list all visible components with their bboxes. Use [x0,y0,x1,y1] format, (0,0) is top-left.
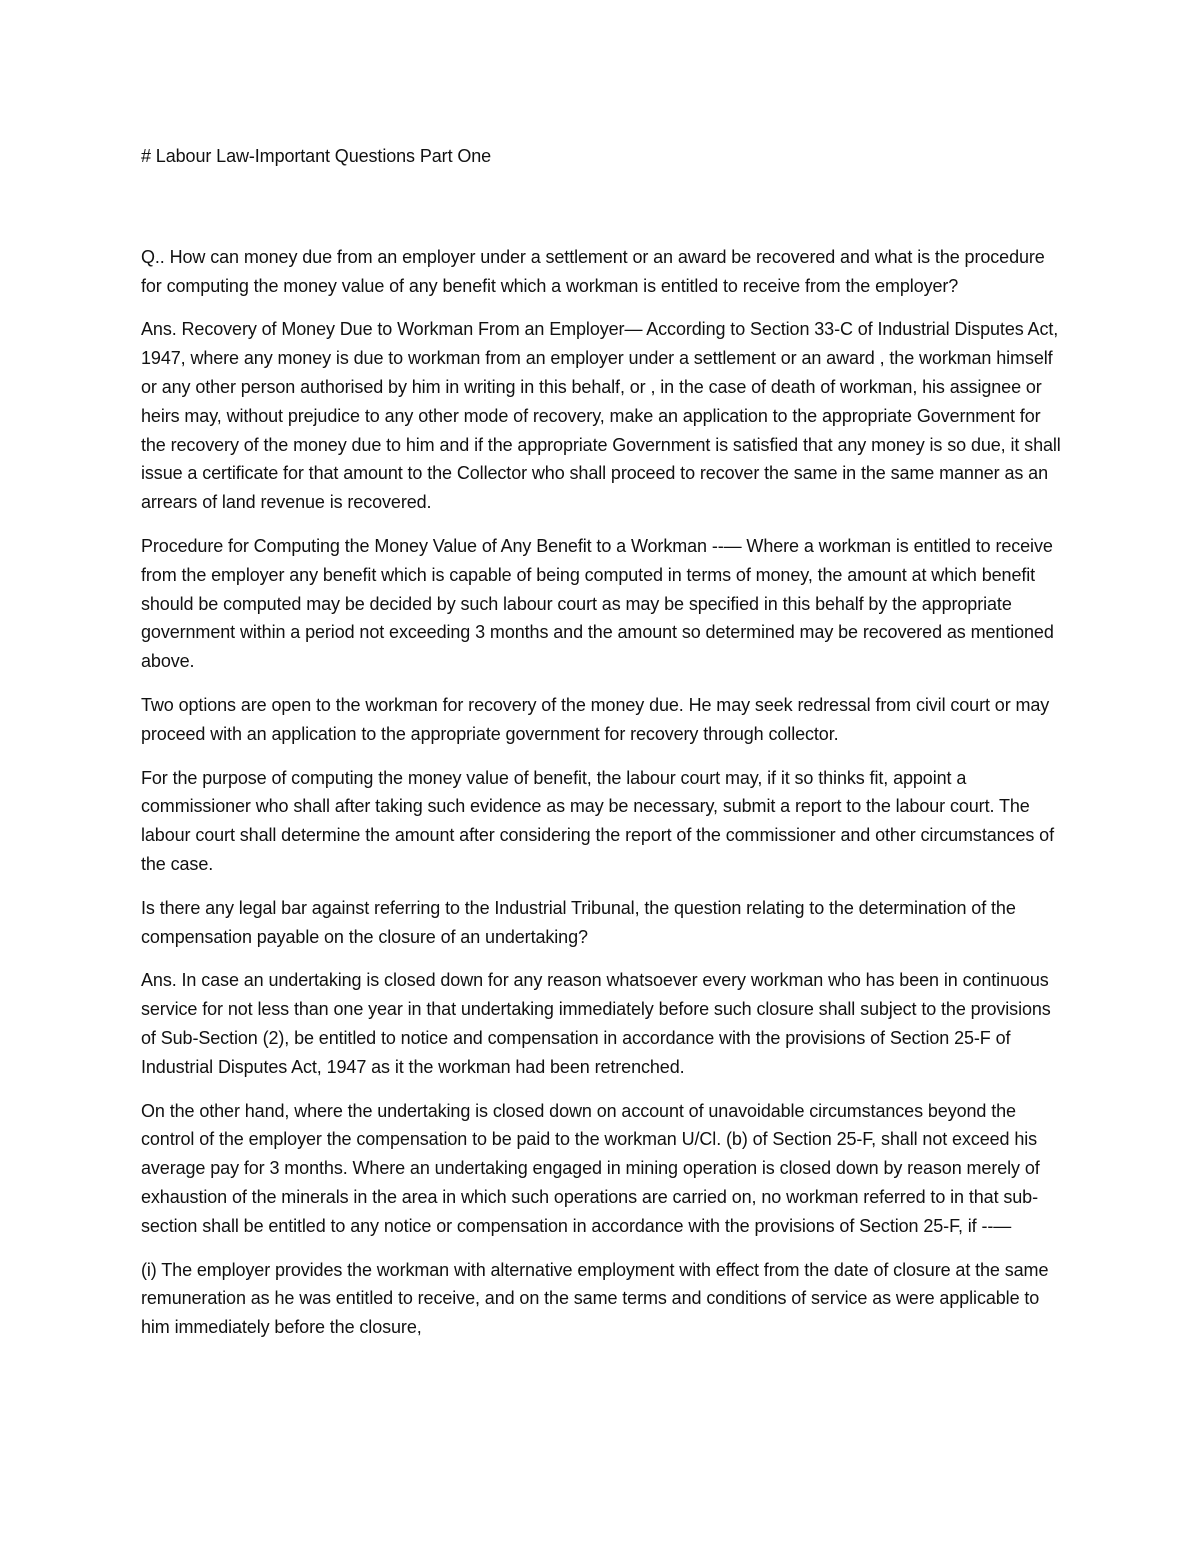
question-paragraph: Q.. How can money due from an employer under a settlement or an award be recovered and what is the procedure for computing the money value of any benefit which a workman is entitled to receive from the employer? [141,246,1045,296]
answer-paragraph: Ans. Recovery of Money Due to Workman From an Employer— According to Section 33-C of Industrial Disputes Act, 1947, where any money is due to workman from an employer under a settlement or an award , the workman himself or any other person authorised by him in writing in this behalf, or , in the case of death of workman, his assignee or heirs may, without prejudice to any other mode of recovery, make an application to the appropriate Government for the recovery of the money due to him and if the appropriate Government is satisfied that any money is so due, it shall issue a certificate for that amount to the Collector who shall proceed to recover the same in the same manner as an arrears of land revenue is recovered. [141,319,1061,513]
options-paragraph: Two options are open to the workman for recovery of the money due. He may seek redressal from civil court or may proceed with an application to the appropriate government for recovery through collector. [141,694,1050,744]
list-item: (i) The employer provides the workman with alternative employment with effect from the date of closure at the same remuneration as he was entitled to receive, and on the same terms and conditions of service as were applicable to him immediately before the closure, [141,1259,1049,1338]
answer-paragraph: Ans. In case an undertaking is closed down for any reason whatsoever every workman who has been in continuous service for not less than one year in that undertaking immediately before such closure shall subject to the provisions of Sub-Section (2), be entitled to notice and compensation in accordance with the provisions of Section 25-F of Industrial Disputes Act, 1947 as it the workman had been retrenched. [141,970,1051,1077]
commissioner-paragraph: For the purpose of computing the money value of benefit, the labour court may, if it so thinks fit, appoint a commissioner who shall after taking such evidence as may be necessary, submit a report to the labour court. The labour court shall determine the amount after considering the report of the commissioner and other circumstances of the case. [141,767,1054,874]
document-title: # Labour Law-Important Questions Part One [141,146,492,166]
document-body [141,142,1066,1357]
closure-paragraph: On the other hand, where the undertaking is closed down on account of unavoidable circumstances beyond the control of the employer the compensation to be paid to the workman U/Cl. (b) of Section 25-F, shall not exceed his average pay for 3 months. Where an undertaking engaged in mining operation is closed down by reason merely of exhaustion of the minerals in the area in which such operations are carried on, no workman referred to in that sub-section shall be entitled to any notice or compensation in accordance with the provisions of Section 25-F, if --— [141,1100,1040,1236]
procedure-paragraph: Procedure for Computing the Money Value of Any Benefit to a Workman --— Where a workman is entitled to receive from the employer any benefit which is capable of being computed in terms of money, the amount at which benefit should be computed may be decided by such labour court as may be specified in this behalf by the appropriate government within a period not exceeding 3 months and the amount so determined may be recovered as mentioned above. [141,535,1054,672]
question-paragraph: Is there any legal bar against referring to the Industrial Tribunal, the question relating to the determination of the compensation payable on the closure of an undertaking? [141,897,1016,947]
